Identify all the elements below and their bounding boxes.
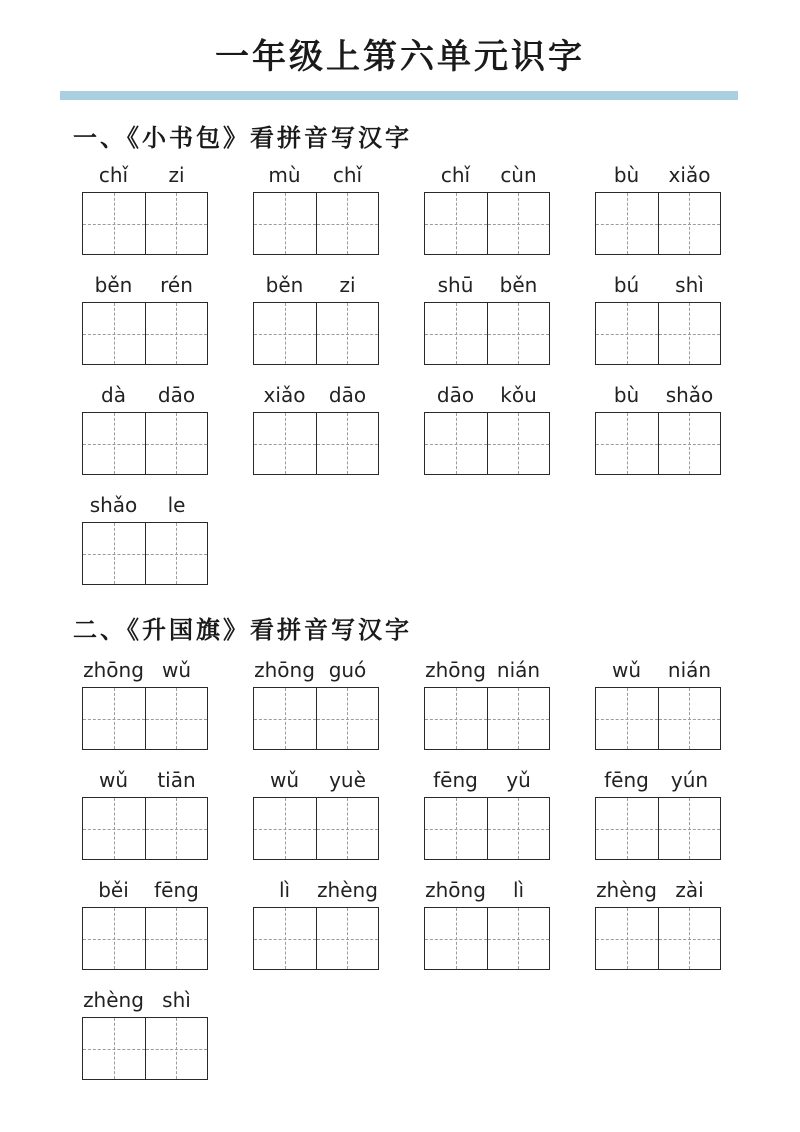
writing-cell — [487, 688, 550, 749]
writing-cell — [145, 688, 208, 749]
pinyin-syllable: wǔ — [98, 768, 129, 792]
pinyin-syllable: le — [167, 493, 186, 517]
pinyin-syllable: nián — [667, 658, 712, 682]
cell-guide-vertical — [456, 193, 457, 254]
writing-cell — [425, 908, 487, 969]
word-item — [424, 657, 550, 750]
pinyin-syllable: chǐ — [440, 163, 471, 187]
cell-guide-vertical — [285, 688, 286, 749]
writing-box — [595, 907, 721, 970]
cell-guide-vertical — [176, 798, 177, 859]
pinyin-syllable: xiǎo — [263, 383, 306, 407]
writing-box — [424, 907, 550, 970]
word-item — [82, 877, 208, 970]
pinyin-label — [82, 162, 208, 192]
cell-guide-vertical — [285, 798, 286, 859]
word-item — [595, 767, 721, 860]
pinyin-label — [253, 657, 379, 687]
writing-box — [82, 302, 208, 365]
writing-cell — [658, 908, 721, 969]
word-item — [82, 272, 208, 365]
cell-guide-vertical — [518, 193, 519, 254]
pinyin-label — [82, 272, 208, 302]
pinyin-syllable: yuè — [329, 768, 366, 792]
cell-guide-vertical — [518, 303, 519, 364]
writing-box — [595, 302, 721, 365]
writing-cell — [316, 413, 379, 474]
pinyin-syllable: zi — [168, 163, 185, 187]
writing-cell — [596, 908, 658, 969]
writing-cell — [658, 413, 721, 474]
section-heading-1: 一、《小书包》看拼音写汉字 — [73, 123, 412, 152]
writing-cell — [254, 908, 316, 969]
word-item — [82, 492, 208, 585]
word-item — [82, 987, 208, 1080]
pinyin-label — [424, 877, 550, 907]
writing-cell — [83, 303, 145, 364]
pinyin-label — [595, 162, 721, 192]
pinyin-label — [82, 492, 208, 522]
writing-cell — [658, 193, 721, 254]
writing-cell — [596, 193, 658, 254]
writing-cell — [596, 688, 658, 749]
writing-cell — [658, 688, 721, 749]
cell-guide-vertical — [627, 193, 628, 254]
pinyin-syllable: dāo — [157, 383, 196, 407]
cell-guide-vertical — [518, 798, 519, 859]
cell-guide-vertical — [114, 413, 115, 474]
word-item — [82, 767, 208, 860]
cell-guide-vertical — [176, 193, 177, 254]
pinyin-syllable: běn — [499, 273, 538, 297]
pinyin-label — [82, 382, 208, 412]
writing-cell — [83, 413, 145, 474]
word-item — [253, 877, 379, 970]
pinyin-syllable: fēng — [154, 878, 199, 902]
pinyin-label — [253, 162, 379, 192]
pinyin-syllable: chǐ — [332, 163, 363, 187]
cell-guide-vertical — [689, 413, 690, 474]
pinyin-syllable: shì — [675, 273, 704, 297]
pinyin-syllable: zhèng — [317, 878, 378, 902]
pinyin-syllable: fēng — [604, 768, 649, 792]
writing-cell — [83, 1018, 145, 1079]
cell-guide-vertical — [285, 193, 286, 254]
writing-box — [595, 797, 721, 860]
writing-cell — [316, 798, 379, 859]
writing-box — [253, 412, 379, 475]
writing-cell — [83, 193, 145, 254]
section-heading-2: 二、《升国旗》看拼音写汉字 — [73, 615, 412, 644]
word-item — [424, 877, 550, 970]
pinyin-label — [424, 657, 550, 687]
pinyin-syllable: chǐ — [98, 163, 129, 187]
pinyin-label — [595, 272, 721, 302]
cell-guide-vertical — [285, 908, 286, 969]
writing-cell — [316, 688, 379, 749]
cell-guide-vertical — [347, 688, 348, 749]
pinyin-syllable: nián — [496, 658, 541, 682]
cell-guide-vertical — [456, 798, 457, 859]
pinyin-syllable: bù — [613, 383, 640, 407]
cell-guide-vertical — [114, 193, 115, 254]
pinyin-syllable: lì — [512, 878, 525, 902]
pinyin-syllable: cùn — [500, 163, 537, 187]
writing-cell — [425, 413, 487, 474]
writing-box — [424, 192, 550, 255]
title-underline-bar — [60, 91, 738, 100]
writing-cell — [145, 908, 208, 969]
word-grid-1 — [82, 162, 721, 585]
pinyin-label — [253, 272, 379, 302]
writing-cell — [425, 303, 487, 364]
pinyin-syllable: dāo — [436, 383, 475, 407]
pinyin-syllable: tiān — [157, 768, 196, 792]
writing-box — [253, 687, 379, 750]
cell-guide-vertical — [285, 413, 286, 474]
word-item — [253, 272, 379, 365]
cell-guide-vertical — [347, 798, 348, 859]
pinyin-syllable: běi — [98, 878, 129, 902]
pinyin-syllable: wǔ — [269, 768, 300, 792]
cell-guide-vertical — [176, 413, 177, 474]
pinyin-syllable: wǔ — [611, 658, 642, 682]
writing-box — [253, 907, 379, 970]
pinyin-label — [595, 767, 721, 797]
pinyin-label — [424, 382, 550, 412]
writing-cell — [145, 193, 208, 254]
pinyin-label — [82, 877, 208, 907]
word-item — [424, 767, 550, 860]
pinyin-syllable: shǎo — [665, 383, 714, 407]
pinyin-syllable: bú — [613, 273, 640, 297]
word-item — [424, 272, 550, 365]
cell-guide-vertical — [114, 798, 115, 859]
word-item — [595, 272, 721, 365]
writing-box — [424, 687, 550, 750]
cell-guide-vertical — [689, 908, 690, 969]
cell-guide-vertical — [518, 688, 519, 749]
pinyin-syllable: guó — [328, 658, 367, 682]
writing-cell — [316, 193, 379, 254]
word-item — [595, 657, 721, 750]
pinyin-syllable: shū — [437, 273, 474, 297]
pinyin-syllable: shǎo — [89, 493, 138, 517]
writing-cell — [596, 798, 658, 859]
writing-box — [82, 907, 208, 970]
writing-cell — [487, 798, 550, 859]
writing-cell — [145, 523, 208, 584]
pinyin-syllable: běn — [265, 273, 304, 297]
pinyin-label — [82, 767, 208, 797]
writing-cell — [316, 303, 379, 364]
cell-guide-vertical — [627, 413, 628, 474]
word-item — [424, 162, 550, 255]
cell-guide-vertical — [114, 1018, 115, 1079]
pinyin-syllable: zhōng — [254, 658, 315, 682]
cell-guide-vertical — [285, 303, 286, 364]
writing-cell — [658, 303, 721, 364]
pinyin-syllable: zhèng — [83, 988, 144, 1012]
writing-cell — [145, 303, 208, 364]
word-item — [82, 382, 208, 475]
cell-guide-vertical — [176, 523, 177, 584]
cell-guide-vertical — [456, 413, 457, 474]
word-item — [595, 162, 721, 255]
pinyin-syllable: yǔ — [506, 768, 531, 792]
cell-guide-vertical — [456, 908, 457, 969]
writing-box — [253, 192, 379, 255]
writing-box — [82, 192, 208, 255]
pinyin-syllable: zi — [339, 273, 356, 297]
pinyin-syllable: rén — [160, 273, 193, 297]
cell-guide-vertical — [347, 193, 348, 254]
writing-cell — [487, 303, 550, 364]
cell-guide-vertical — [347, 303, 348, 364]
writing-cell — [487, 413, 550, 474]
writing-box — [82, 522, 208, 585]
writing-cell — [487, 193, 550, 254]
word-item — [595, 877, 721, 970]
writing-cell — [254, 798, 316, 859]
cell-guide-vertical — [689, 688, 690, 749]
pinyin-syllable: zhōng — [425, 658, 486, 682]
pinyin-label — [253, 382, 379, 412]
pinyin-syllable: lì — [278, 878, 291, 902]
cell-guide-vertical — [176, 908, 177, 969]
cell-guide-vertical — [347, 413, 348, 474]
writing-cell — [254, 303, 316, 364]
writing-cell — [254, 413, 316, 474]
word-grid-2 — [82, 657, 721, 1080]
writing-cell — [145, 413, 208, 474]
writing-cell — [145, 798, 208, 859]
pinyin-label — [424, 272, 550, 302]
pinyin-syllable: wǔ — [161, 658, 192, 682]
pinyin-label — [82, 987, 208, 1017]
word-item — [253, 657, 379, 750]
pinyin-syllable: shì — [162, 988, 191, 1012]
writing-box — [424, 302, 550, 365]
writing-box — [595, 192, 721, 255]
cell-guide-vertical — [689, 193, 690, 254]
writing-box — [82, 797, 208, 860]
pinyin-syllable: xiǎo — [668, 163, 711, 187]
pinyin-syllable: fēng — [433, 768, 478, 792]
cell-guide-vertical — [114, 688, 115, 749]
pinyin-label — [595, 657, 721, 687]
cell-guide-vertical — [689, 303, 690, 364]
pinyin-syllable: bù — [613, 163, 640, 187]
cell-guide-vertical — [456, 303, 457, 364]
cell-guide-vertical — [518, 908, 519, 969]
pinyin-syllable: běn — [94, 273, 133, 297]
pinyin-syllable: zhèng — [596, 878, 657, 902]
pinyin-label — [595, 877, 721, 907]
writing-box — [82, 412, 208, 475]
cell-guide-vertical — [114, 303, 115, 364]
pinyin-syllable: dà — [101, 383, 126, 407]
writing-box — [253, 797, 379, 860]
word-item — [595, 382, 721, 475]
writing-cell — [83, 523, 145, 584]
pinyin-syllable: zhōng — [425, 878, 486, 902]
word-item — [253, 382, 379, 475]
pinyin-syllable: zài — [675, 878, 704, 902]
writing-cell — [254, 688, 316, 749]
cell-guide-vertical — [176, 1018, 177, 1079]
cell-guide-vertical — [627, 303, 628, 364]
writing-box — [595, 412, 721, 475]
pinyin-syllable: dāo — [328, 383, 367, 407]
pinyin-syllable: zhōng — [83, 658, 144, 682]
pinyin-syllable: kǒu — [500, 383, 537, 407]
writing-cell — [596, 303, 658, 364]
writing-box — [82, 1017, 208, 1080]
pinyin-label — [253, 767, 379, 797]
writing-cell — [83, 798, 145, 859]
pinyin-syllable: mù — [268, 163, 301, 187]
writing-cell — [145, 1018, 208, 1079]
pinyin-syllable: yún — [670, 768, 709, 792]
writing-cell — [425, 688, 487, 749]
pinyin-label — [82, 657, 208, 687]
writing-cell — [83, 688, 145, 749]
cell-guide-vertical — [627, 908, 628, 969]
writing-box — [595, 687, 721, 750]
pinyin-label — [595, 382, 721, 412]
writing-cell — [83, 908, 145, 969]
writing-cell — [425, 798, 487, 859]
word-item — [253, 162, 379, 255]
word-item — [82, 162, 208, 255]
writing-box — [82, 687, 208, 750]
cell-guide-vertical — [176, 688, 177, 749]
writing-cell — [425, 193, 487, 254]
cell-guide-vertical — [627, 688, 628, 749]
writing-cell — [596, 413, 658, 474]
writing-cell — [487, 908, 550, 969]
writing-cell — [254, 193, 316, 254]
cell-guide-vertical — [518, 413, 519, 474]
word-item — [82, 657, 208, 750]
cell-guide-vertical — [176, 303, 177, 364]
pinyin-label — [424, 162, 550, 192]
pinyin-label — [424, 767, 550, 797]
cell-guide-vertical — [456, 688, 457, 749]
word-item — [424, 382, 550, 475]
writing-cell — [658, 798, 721, 859]
writing-cell — [316, 908, 379, 969]
writing-box — [424, 797, 550, 860]
cell-guide-vertical — [114, 523, 115, 584]
word-item — [253, 767, 379, 860]
cell-guide-vertical — [627, 798, 628, 859]
page-title: 一年级上第六单元识字 — [215, 37, 585, 77]
pinyin-label — [253, 877, 379, 907]
writing-box — [424, 412, 550, 475]
writing-box — [253, 302, 379, 365]
cell-guide-vertical — [114, 908, 115, 969]
cell-guide-vertical — [689, 798, 690, 859]
cell-guide-vertical — [347, 908, 348, 969]
